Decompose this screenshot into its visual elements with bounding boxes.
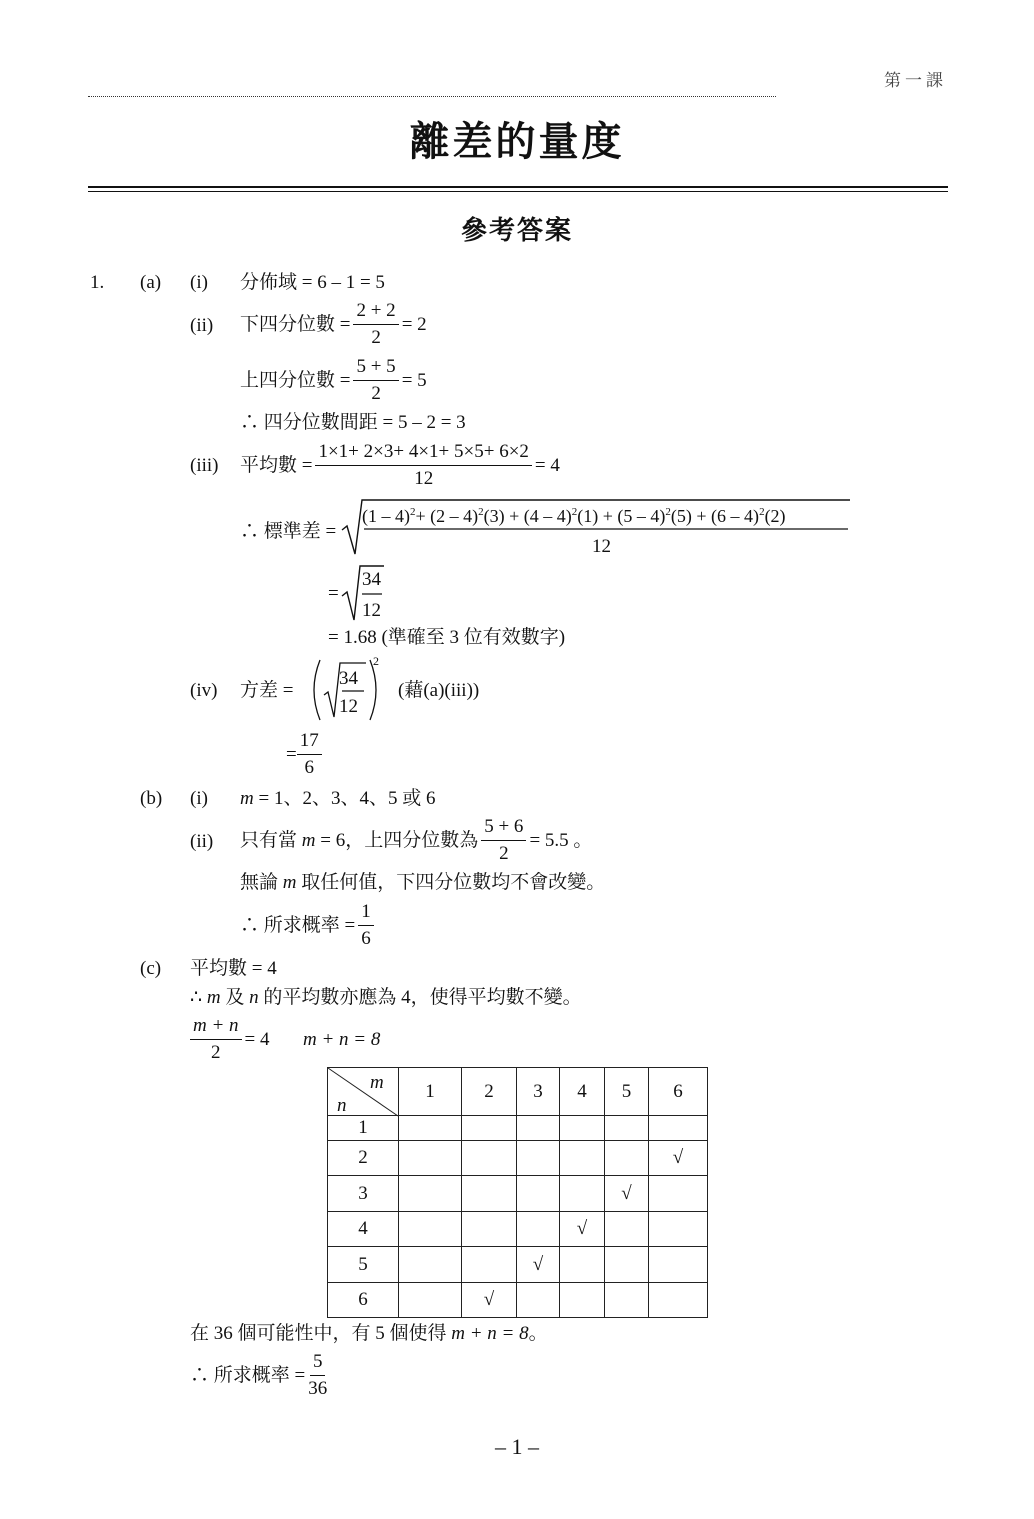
table-cell <box>399 1283 462 1318</box>
lower-quartile-den: 2 <box>371 326 381 348</box>
sd-approx: = 1.68 (準確至 3 位有效數字) <box>328 627 566 648</box>
table-cell <box>560 1141 605 1176</box>
lower-quartile-num: 2 + 2 <box>353 301 398 325</box>
row-label: 1 <box>328 1116 399 1141</box>
table-cell <box>605 1212 649 1247</box>
c-frac-num: m + n <box>190 1016 242 1040</box>
upper-quartile-result: = 5 <box>401 369 427 391</box>
a-i-label: (i) <box>190 272 208 293</box>
upper-quartile-num: 5 + 5 <box>353 357 398 381</box>
corner-m: m <box>370 1072 384 1093</box>
a-iv-label: (iv) <box>190 680 218 701</box>
sq-sup: 2 <box>759 506 765 518</box>
table-cell <box>517 1116 560 1141</box>
var-m: m <box>240 788 254 809</box>
b-ii-frac-den: 2 <box>499 842 509 864</box>
table-cell: √ <box>462 1283 517 1318</box>
part-c-label: (c) <box>140 958 162 979</box>
table-cell <box>399 1247 462 1283</box>
title-rule <box>88 186 948 188</box>
table-cell <box>560 1283 605 1318</box>
b-ii-frac-num: 5 + 6 <box>481 817 526 841</box>
b-prob-num: 1 <box>358 902 374 926</box>
sd-term-4: (1) + (5 – 4) <box>577 506 666 526</box>
col-header: 6 <box>649 1068 708 1116</box>
b-ii-line2-a: 無論 <box>240 872 279 893</box>
sq-sup: 2 <box>665 506 671 518</box>
table-cell: √ <box>605 1176 649 1212</box>
page-number: – 1 – <box>495 1434 539 1459</box>
table-cell: √ <box>560 1212 605 1247</box>
c-prob-den: 36 <box>308 1377 328 1399</box>
b-ii-line2 <box>240 873 605 892</box>
b-ii-label: (ii) <box>190 831 214 852</box>
col-header: 2 <box>462 1068 517 1116</box>
b-ii-line1 <box>240 817 592 864</box>
sd-prefix: ∴ 標準差 = <box>240 521 337 542</box>
b-i-text: = 1、2、3、4、5 或 6 <box>258 788 436 809</box>
sq-sup: 2 <box>478 506 484 518</box>
table-cell <box>605 1116 649 1141</box>
table-cell <box>649 1212 708 1247</box>
table-cell <box>517 1283 560 1318</box>
table-cell <box>560 1176 605 1212</box>
table-cell <box>462 1176 517 1212</box>
table-cell <box>560 1247 605 1283</box>
table-cell <box>399 1116 462 1141</box>
b-ii-line2-b: 取任何值，下四分位數均不會改變。 <box>301 872 606 893</box>
sqrt-num: 34 <box>362 569 381 590</box>
mean-prefix: 平均數 = <box>240 454 313 476</box>
table-cell <box>560 1116 605 1141</box>
b-prob-line <box>240 902 377 949</box>
table-cell <box>649 1247 708 1283</box>
var-m: m <box>206 987 221 1008</box>
table-cell: √ <box>517 1247 560 1283</box>
part-b-label: (b) <box>140 788 163 809</box>
variance-prefix: 方差 = <box>240 680 294 701</box>
sd-equals: = <box>328 583 339 604</box>
var-m: m <box>301 829 316 851</box>
table-cell <box>399 1212 462 1247</box>
col-header: 5 <box>605 1068 649 1116</box>
table-cell <box>605 1247 649 1283</box>
sd-term-5: (5) + (6 – 4) <box>670 506 760 526</box>
sd-term-2: + (2 – 4) <box>415 506 479 526</box>
upper-quartile-prefix: 上四分位數 = <box>240 369 351 391</box>
table-cell <box>517 1176 560 1212</box>
row-label: 4 <box>328 1212 399 1247</box>
sd-term-3: (3) + (4 – 4) <box>483 506 572 526</box>
b-prob-prefix: ∴ 所求概率 = <box>240 914 356 936</box>
answers-heading: 參考答案 <box>460 216 573 246</box>
table-cell <box>462 1247 517 1283</box>
sd-denominator: 12 <box>592 536 611 557</box>
mean-line <box>240 442 560 489</box>
variance-den: 12 <box>339 696 358 717</box>
title-rule-thin <box>88 191 948 192</box>
header-dotted-rule <box>88 96 776 97</box>
table-cell <box>605 1283 649 1318</box>
question-number: 1. <box>90 272 105 293</box>
sq-sup: 2 <box>410 506 416 518</box>
c-conclusion-c: 。 <box>528 1323 548 1344</box>
sd-term-1: (1 – 4) <box>362 506 410 526</box>
c-conclusion <box>190 1324 548 1343</box>
b-ii-text-c: = 5.5 。 <box>529 829 593 851</box>
variance-result-num: 17 <box>297 731 322 755</box>
col-header: 3 <box>517 1068 560 1116</box>
variance-result-den: 6 <box>304 756 314 778</box>
lesson-label: 第一課 <box>884 71 947 90</box>
upper-quartile-line <box>240 357 427 404</box>
variance-result-eq: = <box>286 743 297 765</box>
table-cell <box>399 1176 462 1212</box>
mean-den: 12 <box>414 467 434 489</box>
table-cell <box>517 1141 560 1176</box>
a-iii-label: (iii) <box>190 455 219 476</box>
row-label: 5 <box>328 1247 399 1283</box>
upper-quartile-den: 2 <box>371 382 381 404</box>
outcome-table <box>327 1067 708 1318</box>
sq-sup: 2 <box>571 506 578 518</box>
table-corner <box>328 1068 399 1116</box>
c-frac-den: 2 <box>211 1041 221 1063</box>
mean-num: 1×1+ 2×3+ 4×1+ 5×5+ 6×2 <box>315 442 531 466</box>
variance-num: 34 <box>339 668 358 689</box>
mean-result: = 4 <box>534 454 560 476</box>
a-ii-label: (ii) <box>190 315 214 336</box>
range-line: 分佈域 = 6 – 1 = 5 <box>240 272 385 293</box>
sqrt-den: 12 <box>362 600 381 621</box>
lower-quartile-result: = 2 <box>401 313 427 335</box>
lower-quartile-line <box>240 301 427 348</box>
table-cell <box>605 1141 649 1176</box>
var-m: m <box>282 872 297 893</box>
corner-n: n <box>337 1095 347 1116</box>
c-line1: 平均數 = 4 <box>190 958 277 979</box>
b-i-line <box>240 789 435 808</box>
c-prob-line <box>190 1352 333 1399</box>
c-and: 及 <box>225 987 245 1008</box>
table-cell <box>649 1283 708 1318</box>
variance-power: 2 <box>373 654 379 668</box>
iqr-line: ∴ 四分位數間距 = 5 – 2 = 3 <box>240 412 466 433</box>
sd-term-6: (2) <box>764 506 786 526</box>
c-conclusion-eq: m + n = 8 <box>451 1323 529 1344</box>
table-cell <box>462 1141 517 1176</box>
c-conclusion-a: 在 36 個可能性中，有 5 個使得 <box>190 1323 447 1344</box>
b-prob-den: 6 <box>361 927 371 949</box>
c-line2 <box>190 988 582 1007</box>
row-label: 2 <box>328 1141 399 1176</box>
table-cell <box>462 1212 517 1247</box>
table-cell <box>517 1212 560 1247</box>
c-therefore: ∴ <box>190 987 203 1008</box>
b-i-label: (i) <box>190 788 208 809</box>
lower-quartile-prefix: 下四分位數 = <box>240 313 351 335</box>
variance-result <box>286 731 325 778</box>
var-n: n <box>249 987 259 1008</box>
row-label: 6 <box>328 1283 399 1318</box>
table-cell <box>649 1116 708 1141</box>
c-prob-num: 5 <box>310 1352 326 1376</box>
table-cell: √ <box>649 1141 708 1176</box>
page-title: 離差的量度 <box>409 119 625 165</box>
c-prob-prefix: ∴ 所求概率 = <box>190 1364 306 1386</box>
c-frac-result: = 4 <box>244 1028 270 1050</box>
c-sum-equation: m + n = 8 <box>303 1029 381 1050</box>
c-equation-line <box>190 1016 270 1063</box>
row-label: 3 <box>328 1176 399 1212</box>
col-header: 4 <box>560 1068 605 1116</box>
variance-note: (藉(a)(iii)) <box>398 680 480 701</box>
b-ii-text-b: = 6，上四分位數為 <box>320 829 479 851</box>
col-header: 1 <box>399 1068 462 1116</box>
b-ii-text-a: 只有當 <box>240 829 298 851</box>
sd-numerator <box>362 507 786 525</box>
table-cell <box>649 1176 708 1212</box>
table-cell <box>399 1141 462 1176</box>
c-line2-rest: 的平均數亦應為 4，使得平均數不變。 <box>263 987 582 1008</box>
part-a-label: (a) <box>140 272 162 293</box>
table-cell <box>462 1116 517 1141</box>
